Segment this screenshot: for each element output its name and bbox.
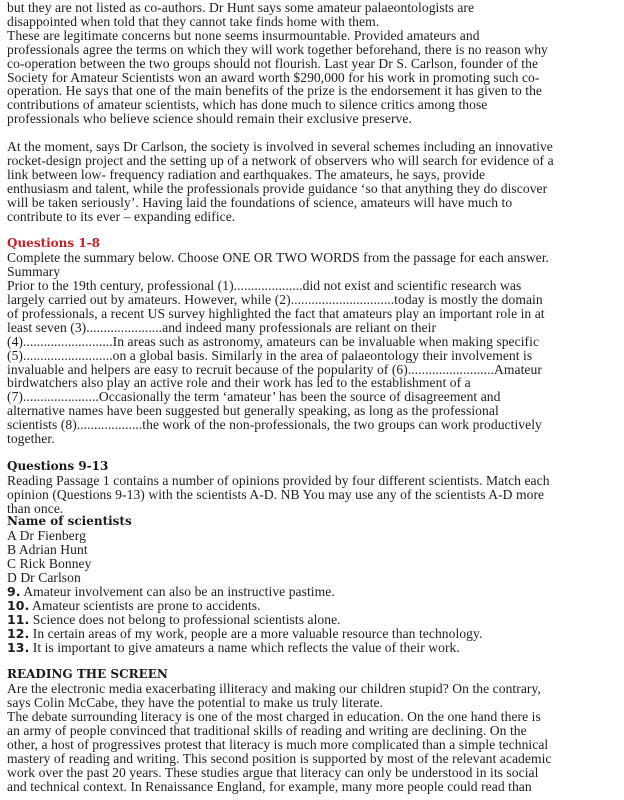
scientist-option: D Dr Carlson: [7, 570, 81, 586]
paragraph-line: work over the past 20 years. These studies argue that literacy can only be understood in its social: [7, 764, 539, 780]
questions-9-13-heading: Questions 9-13: [7, 458, 109, 473]
paragraph-line: an army of people convinced that traditional skills of reading and writing are declining. On the: [7, 723, 527, 739]
paragraph-line: mastery of reading and writing. This second position is supported by most of the relevant academic: [7, 750, 552, 766]
summary-line: scientists (8)...................the work of the non-professionals, the two groups can work productively: [7, 417, 542, 433]
instructions-line: than once.: [7, 500, 64, 516]
question-text: Amateur scientists are prone to accidents.: [29, 597, 261, 613]
paragraph-line: These are legitimate concerns but none seems insurmountable. Provided amateurs and: [7, 27, 480, 43]
summary-line: least seven (3)......................and indeed many professionals are reliant on their: [7, 319, 437, 335]
summary-line: (5)..........................on a global basis. Similarly in the area of palaeontology their involvement is: [7, 347, 533, 363]
paragraph-line: co-operation between the two groups should not flourish. Last year Dr S. Carlson, founder of the: [7, 55, 539, 71]
paragraph-line: contribute to its ever – expanding edifice.: [7, 208, 236, 224]
question-number: 9.: [7, 584, 21, 600]
reading-the-screen-section: [7, 668, 624, 793]
section-spacer: [7, 223, 624, 237]
paragraph-line: disappointed when told that they cannot take finds home with them.: [7, 13, 380, 29]
paragraph-line: operation. He says that one of the main benefits of the prize is the endorsement it has given to the: [7, 83, 543, 99]
paragraph-line: professionals who believe science should remain their exclusive preserve.: [7, 111, 412, 127]
paragraph-line: will be taken seriously’. Having laid the foundations of science, amateurs will have much to: [7, 194, 513, 210]
summary-line: birdwatchers also play an active role and their work has led to the establishment of a: [7, 375, 471, 391]
paragraph-spacer: [7, 126, 624, 140]
question-number: 12.: [7, 625, 30, 641]
scientist-option: B Adrian Hunt: [7, 542, 88, 558]
questions-1-8-heading: Questions 1-8: [7, 236, 101, 251]
paragraph-line: enthusiasm and talent, while the professionals provide guidance ‘so that anything they do discover: [7, 180, 548, 196]
question-text: In certain areas of my work, people are a more valuable resource than technology.: [29, 625, 483, 641]
section-spacer: [7, 446, 624, 460]
summary-line: invaluable and helpers are easy to recruit because of the popularity of (6).........................Amateur: [7, 361, 542, 377]
passage-title: READING THE SCREEN: [7, 667, 168, 682]
instructions-line: Reading Passage 1 contains a number of opinions provided by four different scientists. Match each: [7, 472, 550, 488]
scientist-option: A Dr Fienberg: [7, 528, 86, 544]
summary-line: Prior to the 19th century, professional (1)....................did not exist and scientific research was: [7, 278, 522, 294]
summary-line: alternative names have been suggested but generally speaking, as long as the professional: [7, 403, 499, 419]
question-item: [7, 641, 624, 655]
questions-9-13-section: [7, 460, 624, 655]
question-item: [7, 613, 624, 627]
summary-label: Summary: [7, 264, 61, 280]
paragraph-line: Society for Amateur Scientists won an award worth $290,000 for his work in promoting such co-: [7, 69, 540, 85]
summary-line: largely carried out by amateurs. However, while (2)..............................today is mostly the domain: [7, 292, 543, 307]
question-text: It is important to give amateurs a name which reflects the value of their work.: [29, 639, 460, 655]
intro-line: Are the electronic media exacerbating illiteracy and making our children stupid? On the contrary,: [7, 681, 541, 697]
scientist-option: C Rick Bonney: [7, 556, 92, 572]
summary-line: (4)..........................In areas such as astronomy, amateurs can be invaluable when making specific: [7, 333, 540, 349]
summary-line: of professionals, a recent US survey highlighted the fact that amateurs play an important role in at: [7, 305, 545, 321]
section-spacer: [7, 655, 624, 669]
questions-1-8-section: [7, 237, 624, 446]
scientists-heading: Name of scientists: [7, 514, 132, 529]
paragraph-line: The debate surrounding literacy is one of the most charged in education. On the one hand there is: [7, 709, 541, 725]
intro-line: says Colin McCabe, they have the potential to make us truly literate.: [7, 695, 384, 711]
question-item: [7, 599, 624, 613]
question-number: 11.: [7, 611, 30, 627]
question-text: Science does not belong to professional scientists alone.: [29, 611, 341, 627]
paragraph-line: At the moment, says Dr Carlson, the society is involved in several schemes including an innovative: [7, 139, 553, 155]
question-item: [7, 627, 624, 641]
question-text: Amateur involvement can also be an instructive pastime.: [20, 584, 335, 600]
paragraph-line: link between low- frequency radiation and earthquakes. The amateurs, he says, provide: [7, 166, 486, 182]
summary-line: (7)......................Occasionally the term ‘amateur’ has been the source of disagreement and: [7, 389, 501, 405]
paragraph-line: rocket-design project and the setting up of a network of observers who will search for evidence of a: [7, 152, 554, 168]
paragraph-line: and technical context. In Renaissance England, for example, many more people could read than: [7, 778, 532, 794]
summary-line: together.: [7, 431, 55, 447]
paragraph-line: contributions of amateur scientists, which has done much to silence critics among those: [7, 97, 488, 113]
instructions-text: Complete the summary below. Choose ONE OR TWO WORDS from the passage for each answer.: [7, 250, 549, 266]
paragraph-line: but they are not listed as co-authors. Dr Hunt says some amateur palaeontologists are: [7, 0, 475, 15]
instructions-line: opinion (Questions 9-13) with the scientists A-D. NB You may use any of the scientists A-D more: [7, 486, 545, 502]
paragraph-line: other, a host of progressives protest that literacy is much more complicated than a simple technical: [7, 736, 549, 752]
question-item: [7, 585, 624, 599]
passage-1-ending: [7, 1, 624, 223]
question-number: 10.: [7, 597, 30, 613]
paragraph-line: professionals agree the terms on which they will work together beforehand, there is no reason why: [7, 41, 548, 57]
question-number: 13.: [7, 639, 30, 655]
